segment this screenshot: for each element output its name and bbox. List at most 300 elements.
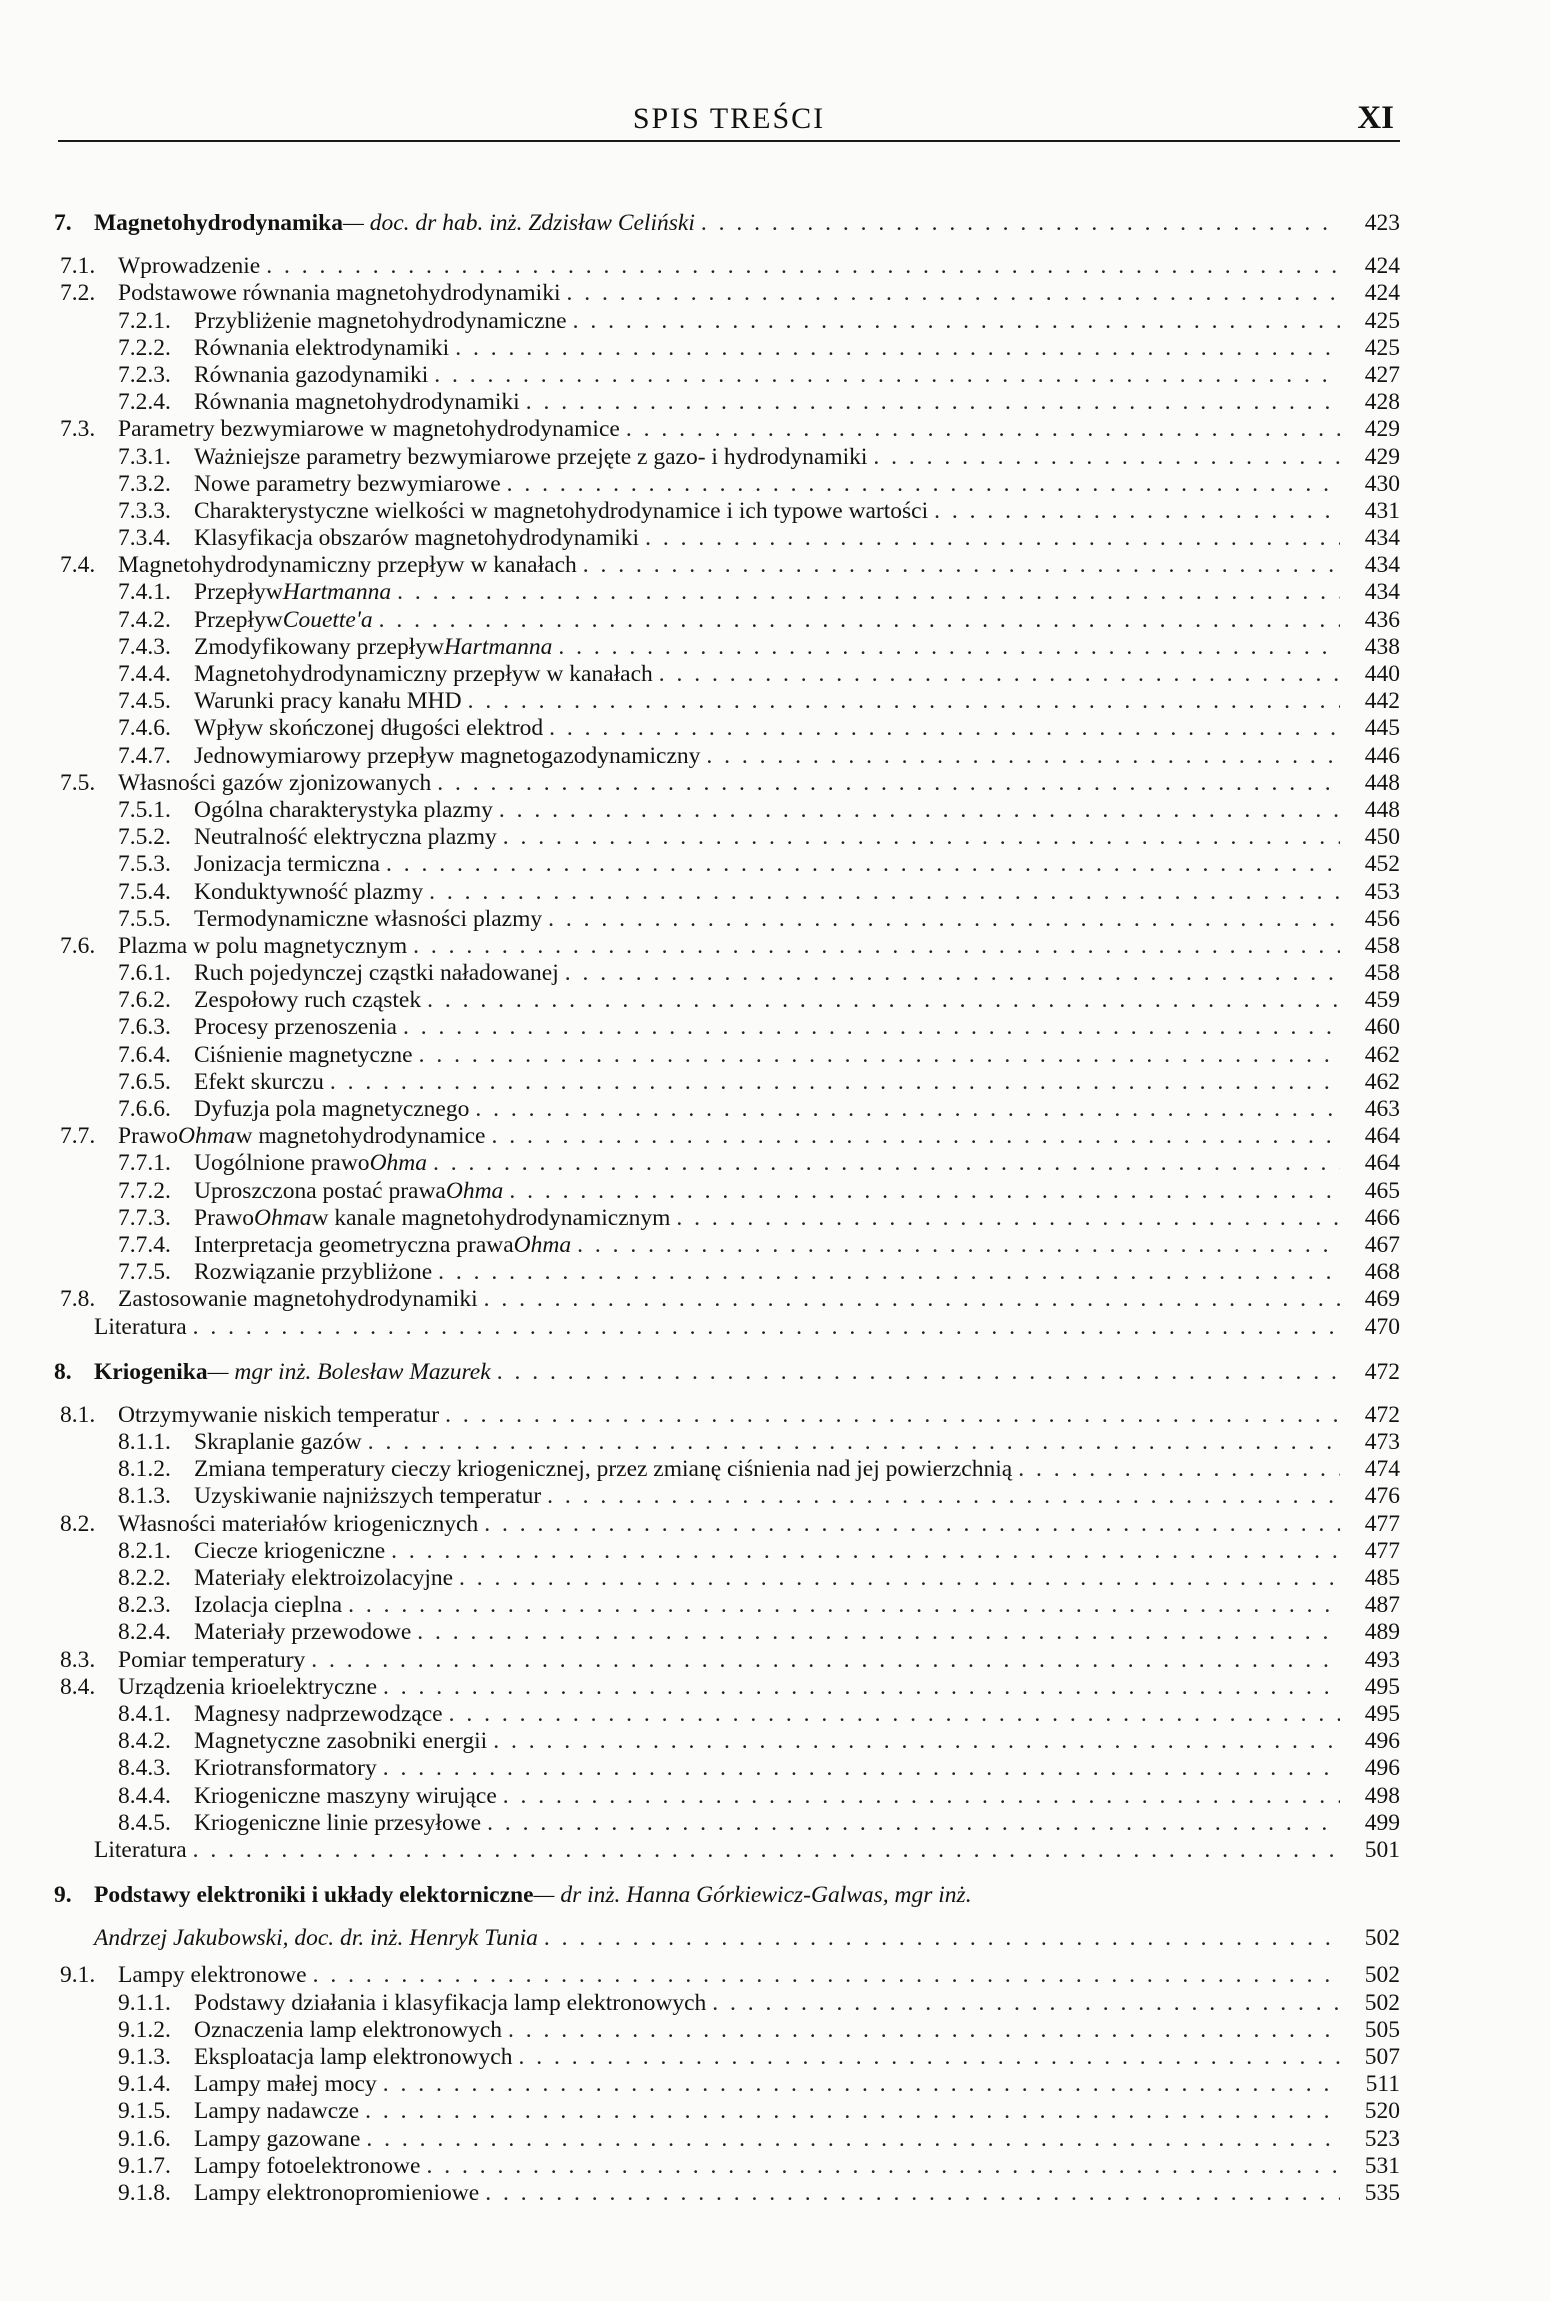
toc-entry-title: Podstawy elektroniki i układy elektorniczne <box>94 1882 534 1909</box>
toc-entry-leader <box>54 2180 1340 2207</box>
toc-entry-leader <box>54 688 1340 715</box>
toc-entry-title: Pomiar temperatury <box>118 1646 306 1673</box>
toc-dot-leader <box>433 1150 1340 1177</box>
toc-entry-title: Jonizacja termiczna <box>194 851 380 878</box>
toc-entry-title: Zespołowy ruch cząstek <box>194 987 422 1014</box>
toc-entry-page: 501 <box>1364 1836 1400 1863</box>
toc-chapter-entry[interactable] <box>54 210 1400 237</box>
toc-entry-page: 495 <box>1364 1700 1400 1727</box>
toc-dot-leader <box>873 444 1340 471</box>
toc-entry-leader <box>54 444 1340 471</box>
toc-entry-number: 7.7.3. <box>118 1204 171 1231</box>
toc-entry-number: 8.4.2. <box>118 1728 171 1755</box>
toc-entry-page: 448 <box>1364 796 1400 823</box>
toc-entry-number: 8.2. <box>60 1510 96 1537</box>
toc-section-entry[interactable] <box>54 1286 1400 1313</box>
toc-entry-leader <box>54 879 1340 906</box>
toc-dot-leader <box>438 1259 1340 1286</box>
toc-subsection-entry[interactable] <box>54 1538 1400 1565</box>
toc-dot-leader <box>403 1014 1340 1041</box>
toc-subsection-entry[interactable] <box>54 1990 1400 2017</box>
toc-entry-title: Skraplanie gazów <box>194 1429 362 1456</box>
toc-entry-leader <box>54 607 1340 634</box>
toc-dot-leader <box>313 1962 1340 1989</box>
toc-entry-title: Zastosowanie magnetohydrodynamiki <box>118 1286 478 1313</box>
toc-dot-leader <box>934 498 1340 525</box>
toc-entry-leader <box>54 1701 1340 1728</box>
toc-dot-leader <box>497 1359 1340 1386</box>
toc-entry-title: Równania gazodynamiki <box>194 361 429 388</box>
toc-entry-page: 502 <box>1364 1989 1400 2016</box>
toc-dot-leader <box>426 2153 1340 2180</box>
toc-entry-title: Kriogenika <box>94 1358 208 1385</box>
toc-entry-number: 7. <box>54 210 72 236</box>
toc-subsection-entry[interactable] <box>54 1701 1400 1728</box>
toc-dot-leader <box>508 2017 1340 2044</box>
toc-entry-title: Dyfuzja pola magnetycznego <box>194 1096 470 1122</box>
toc-entry-number: 7.5.2. <box>118 824 171 851</box>
toc-entry-number: 9.1.2. <box>118 2016 171 2043</box>
toc-entry-page: 498 <box>1364 1782 1400 1809</box>
toc-entry-title: Wprowadzenie <box>118 253 261 280</box>
toc-entry-number: 9.1. <box>60 1962 96 1989</box>
toc-entry-leader <box>54 1962 1340 1989</box>
toc-entry-title: Materiały przewodowe <box>194 1619 412 1646</box>
toc-subsection-entry[interactable] <box>54 2017 1400 2044</box>
toc-subsection-entry[interactable] <box>54 362 1400 389</box>
toc-entry-title: Podstawy działania i klasyfikacja lamp elektronowych <box>194 1989 707 2016</box>
toc-entry-page: 464 <box>1364 1150 1400 1177</box>
toc-entry-title: Podstawowe równania magnetohydrodynamiki <box>118 280 561 307</box>
toc-entry-title: Wpływ skończonej długości elektrod <box>194 715 544 742</box>
toc-entry-page: 434 <box>1364 525 1400 552</box>
toc-entry-title-italic: Hartmanna <box>282 579 392 606</box>
toc-subsection-entry[interactable] <box>54 1619 1400 1646</box>
toc-entry-page: 460 <box>1364 1014 1400 1041</box>
toc-entry-title: Przepływ <box>194 606 283 633</box>
toc-entry-leader <box>54 743 1340 770</box>
toc-subsection-entry[interactable] <box>54 1205 1400 1232</box>
toc-entry-author: — mgr inż. Bolesław Mazurek <box>207 1358 491 1385</box>
toc-entry-page: 531 <box>1364 2152 1400 2179</box>
toc-dot-leader <box>1018 1456 1340 1483</box>
toc-entry-leader <box>54 2017 1340 2044</box>
toc-dot-leader <box>577 1232 1340 1259</box>
toc-entry-title-italic: Ohma <box>445 1177 504 1204</box>
toc-entry-leader <box>54 2071 1340 2098</box>
toc-dot-leader <box>503 824 1340 851</box>
toc-chapter-entry[interactable] <box>54 1359 1400 1386</box>
toc-entry-leader <box>54 1483 1340 1510</box>
toc-entry-leader <box>54 471 1340 498</box>
toc-dot-leader <box>645 525 1340 552</box>
toc-dot-leader <box>434 362 1340 389</box>
toc-entry-title-italic: Ohma <box>178 1123 236 1150</box>
toc-dot-leader <box>626 416 1340 443</box>
toc-entry-leader <box>54 1565 1340 1592</box>
toc-dot-leader <box>419 1042 1340 1069</box>
toc-entry-page: 507 <box>1364 2044 1400 2070</box>
toc-entry-title: Kriogeniczne maszyny wirujące <box>194 1782 497 1809</box>
toc-entry-page: 464 <box>1364 1123 1400 1150</box>
toc-dot-leader <box>712 1990 1340 2017</box>
toc-entry-leader <box>54 2126 1340 2153</box>
toc-subsection-entry[interactable] <box>54 1429 1400 1456</box>
toc-entry-author: — doc. dr hab. inż. Zdzisław Celiński <box>342 210 695 236</box>
toc-entry-title: Otrzymywanie niskich temperatur <box>118 1401 440 1428</box>
toc-subsection-entry[interactable] <box>54 335 1400 362</box>
toc-entry-leader <box>54 1810 1340 1837</box>
toc-subsection-entry[interactable] <box>54 1783 1400 1810</box>
toc-entry-leader <box>54 1755 1340 1782</box>
toc-subsection-entry[interactable] <box>54 1483 1400 1510</box>
toc-subsection-entry[interactable] <box>54 1565 1400 1592</box>
toc-entry-page: 450 <box>1364 824 1400 851</box>
toc-entry-number: 7.4.4. <box>118 661 171 687</box>
toc-subsection-entry[interactable] <box>54 1069 1400 1096</box>
toc-entry-title: Parametry bezwymiarowe w magnetohydrodynamice <box>118 416 620 443</box>
toc-subsection-entry[interactable] <box>54 1592 1400 1619</box>
toc-entry-number: 9.1.8. <box>118 2179 171 2206</box>
toc-entry-page: 436 <box>1364 606 1400 633</box>
toc-entry-number: 9.1.3. <box>118 2044 171 2070</box>
toc-subsection-entry[interactable] <box>54 1755 1400 1782</box>
toc-entry-author: — dr inż. Hanna Górkiewicz-Galwas, mgr inż. <box>533 1882 972 1909</box>
toc-section-entry[interactable] <box>54 770 1400 797</box>
toc-entry-leader <box>54 770 1340 797</box>
toc-entry-number: 9.1.5. <box>118 2098 171 2125</box>
toc-entry-page: 502 <box>1364 1925 1400 1952</box>
toc-entry-number: 8.1.1. <box>118 1429 171 1456</box>
toc-dot-leader <box>330 1069 1340 1096</box>
toc-section-entry[interactable] <box>54 933 1400 960</box>
toc-chapter-entry[interactable] <box>54 1882 1400 1909</box>
toc-section-entry[interactable] <box>54 253 1400 280</box>
running-header <box>58 100 1400 142</box>
toc-subsection-entry[interactable] <box>54 1014 1400 1041</box>
toc-subsection-entry[interactable] <box>54 661 1400 688</box>
toc-entry-leader <box>54 525 1340 552</box>
toc-entry-page: 477 <box>1364 1537 1400 1564</box>
toc-subsection-entry[interactable] <box>54 2153 1400 2180</box>
toc-entry-title: Prawo <box>194 1204 255 1231</box>
toc-entry-title-italic: Ohma <box>254 1204 312 1231</box>
toc-entry-number: 8.4.5. <box>118 1809 171 1836</box>
toc-dot-leader <box>383 1674 1340 1701</box>
toc-dot-leader <box>368 1429 1340 1456</box>
toc-subsection-entry[interactable] <box>54 2071 1400 2098</box>
toc-entry-page: 458 <box>1364 960 1400 987</box>
toc-section-entry[interactable] <box>54 280 1400 307</box>
toc-subsection-entry[interactable] <box>54 1456 1400 1483</box>
toc-entry-leader <box>54 906 1340 933</box>
toc-entry-page: 468 <box>1364 1259 1400 1286</box>
toc-entry-title: Przepływ <box>194 579 283 606</box>
toc-dot-leader <box>583 552 1340 579</box>
toc-entry-number: 7.4.7. <box>118 742 171 769</box>
toc-entry-leader <box>54 1538 1340 1565</box>
toc-dot-leader <box>413 933 1340 960</box>
toc-dot-leader <box>427 987 1340 1014</box>
toc-entry-title: Izolacja cieplna <box>194 1592 343 1619</box>
toc-entry-title: Warunki pracy kanału MHD <box>194 688 462 715</box>
toc-entry-number: 7.6.5. <box>118 1068 171 1095</box>
toc-entry-page: 462 <box>1364 1068 1400 1095</box>
toc-dot-leader <box>397 579 1340 606</box>
toc-dot-leader <box>676 1205 1340 1232</box>
toc-section-entry[interactable] <box>54 1511 1400 1538</box>
toc-subsection-entry[interactable] <box>54 634 1400 661</box>
toc-entry-number: 7.4.1. <box>118 579 171 606</box>
toc-entry-leader <box>54 253 1340 280</box>
toc-literature-entry[interactable] <box>54 1314 1400 1341</box>
toc-entry-page: 477 <box>1364 1510 1400 1537</box>
toc-subsection-entry[interactable] <box>54 1178 1400 1205</box>
toc-entry-leader <box>54 1042 1340 1069</box>
toc-entry-title: Ruch pojedynczej cząstki naładowanej <box>194 960 559 987</box>
toc-entry-title: Literatura <box>94 1313 187 1340</box>
toc-entry-leader <box>54 335 1340 362</box>
toc-entry-page: 458 <box>1364 932 1400 959</box>
toc-subsection-entry[interactable] <box>54 851 1400 878</box>
toc-entry-page: 424 <box>1364 253 1400 280</box>
toc-entry-number: 7.3.3. <box>118 497 171 524</box>
toc-entry-leader <box>54 1205 1340 1232</box>
toc-entry-leader <box>54 1178 1340 1205</box>
toc-section-entry[interactable] <box>54 1402 1400 1429</box>
toc-entry-leader <box>54 1783 1340 1810</box>
toc-entry-title: Charakterystyczne wielkości w magnetohydrodynamice i ich typowe wartości <box>194 497 929 524</box>
toc-entry-number: 7.7.5. <box>118 1259 171 1286</box>
toc-subsection-entry[interactable] <box>54 1042 1400 1069</box>
toc-subsection-entry[interactable] <box>54 525 1400 552</box>
toc-entry-title: Ogólna charakterystyka plazmy <box>194 796 493 823</box>
toc-entry-title: Efekt skurczu <box>194 1068 324 1095</box>
toc-dot-leader <box>659 661 1340 688</box>
toc-entry-page: 442 <box>1364 688 1400 715</box>
toc-entry-page: 428 <box>1364 389 1400 416</box>
toc-section-entry[interactable] <box>54 1674 1400 1701</box>
toc-entry-page: 430 <box>1364 470 1400 497</box>
toc-entry-leader <box>54 308 1340 335</box>
toc-subsection-entry[interactable] <box>54 1096 1400 1123</box>
toc-entry-page: 429 <box>1364 443 1400 470</box>
toc-entry-number: 8.4.1. <box>118 1700 171 1727</box>
toc-subsection-entry[interactable] <box>54 607 1400 634</box>
toc-entry-title: Lampy małej mocy <box>194 2071 377 2098</box>
toc-subsection-entry[interactable] <box>54 715 1400 742</box>
toc-entry-leader <box>54 362 1340 389</box>
toc-entry-leader <box>54 715 1340 742</box>
toc-subsection-entry[interactable] <box>54 1259 1400 1286</box>
toc-entry-leader <box>54 1990 1340 2017</box>
toc-entry-number: 8.4.4. <box>118 1782 171 1809</box>
toc-entry-title: Interpretacja geometryczna prawa <box>194 1231 514 1258</box>
toc-entry-title: Magnetohydrodynamika <box>94 210 343 236</box>
toc-entry-page: 470 <box>1364 1313 1400 1340</box>
toc-dot-leader <box>487 1810 1340 1837</box>
toc-entry-leader <box>54 1674 1340 1701</box>
toc-entry-number: 7.6.3. <box>118 1014 171 1041</box>
toc-entry-number: 7.6.1. <box>118 960 171 987</box>
toc-section-entry[interactable] <box>54 1962 1400 1989</box>
toc-entry-number: 8.1. <box>60 1401 96 1428</box>
toc-subsection-entry[interactable] <box>54 308 1400 335</box>
toc-dot-leader <box>544 1925 1340 1952</box>
toc-entry-leader <box>54 1314 1340 1341</box>
toc-entry-title: Lampy nadawcze <box>194 2098 360 2125</box>
toc-subsection-entry[interactable] <box>54 879 1400 906</box>
toc-entry-page: 446 <box>1364 742 1400 769</box>
toc-chapter-entry-continued[interactable] <box>54 1925 1400 1952</box>
toc-subsection-entry[interactable] <box>54 824 1400 851</box>
toc-entry-leader <box>54 2153 1340 2180</box>
toc-entry-number: 7.5.5. <box>118 905 171 932</box>
toc-entry-page: 427 <box>1364 361 1400 388</box>
toc-entry-number: 7.7.2. <box>118 1177 171 1204</box>
toc-dot-leader <box>455 335 1340 362</box>
toc-entry-leader <box>54 210 1340 237</box>
toc-entry-number: 8.2.2. <box>118 1565 171 1591</box>
toc-entry-title: Oznaczenia lamp elektronowych <box>194 2016 502 2043</box>
toc-entry-number: 7.1. <box>60 253 96 280</box>
toc-entry-page: 467 <box>1364 1231 1400 1258</box>
toc-subsection-entry[interactable] <box>54 987 1400 1014</box>
toc-entry-leader <box>54 2044 1340 2071</box>
toc-subsection-entry[interactable] <box>54 579 1400 606</box>
toc-entry-leader <box>54 1232 1340 1259</box>
toc-entry-title-italic: Hartmanna <box>443 633 553 660</box>
toc-subsection-entry[interactable] <box>54 960 1400 987</box>
toc-subsection-entry[interactable] <box>54 1728 1400 1755</box>
toc-dot-leader <box>383 1755 1340 1782</box>
toc-subsection-entry[interactable] <box>54 444 1400 471</box>
toc-entry-title: Plazma w polu magnetycznym <box>118 932 408 959</box>
toc-subsection-entry[interactable] <box>54 2126 1400 2153</box>
toc-dot-leader <box>348 1592 1340 1619</box>
toc-entry-number: 7.2. <box>60 280 96 307</box>
toc-entry-title: Konduktywność plazmy <box>194 878 424 905</box>
toc-entry-page: 448 <box>1364 769 1400 796</box>
toc-entry-page: 445 <box>1364 715 1400 742</box>
toc-dot-leader <box>193 1314 1340 1341</box>
toc-entry-number: 7.2.2. <box>118 334 171 361</box>
toc-entry-page: 472 <box>1364 1358 1400 1385</box>
toc-entry-page: 452 <box>1364 851 1400 878</box>
toc-entry-number: 7.4.3. <box>118 633 171 660</box>
toc-subsection-entry[interactable] <box>54 2180 1400 2207</box>
toc-subsection-entry[interactable] <box>54 2044 1400 2071</box>
toc-entry-title: Lampy gazowane <box>194 2125 361 2152</box>
toc-dot-leader <box>549 715 1340 742</box>
toc-section-entry[interactable] <box>54 1123 1400 1150</box>
toc-entry-page: 462 <box>1364 1041 1400 1068</box>
toc-subsection-entry[interactable] <box>54 498 1400 525</box>
toc-entry-number: 7.4.2. <box>118 606 171 633</box>
toc-entry-title: Uproszczona postać prawa <box>194 1177 446 1204</box>
toc-subsection-entry[interactable] <box>54 1810 1400 1837</box>
toc-dot-leader <box>499 797 1340 824</box>
toc-subsection-entry[interactable] <box>54 1150 1400 1177</box>
toc-entry-number: 7.5. <box>60 769 96 796</box>
toc-dot-leader <box>503 1783 1340 1810</box>
toc-dot-leader <box>565 960 1340 987</box>
toc-entry-number: 7.4.5. <box>118 688 171 715</box>
toc-entry-page: 511 <box>1365 2071 1400 2098</box>
toc-entry-title-italic: Ohma <box>369 1150 428 1177</box>
toc-entry-number: 7.3. <box>60 416 96 443</box>
toc-subsection-entry[interactable] <box>54 797 1400 824</box>
toc-entry-number: 8.4. <box>60 1673 96 1700</box>
toc-entry-title: Materiały elektroizolacyjne <box>194 1565 454 1591</box>
toc-entry-number: 7.6. <box>60 932 96 959</box>
toc-entry-number: 7.2.1. <box>118 307 171 334</box>
toc-entry-page: 493 <box>1364 1646 1400 1673</box>
toc-entry-leader <box>54 389 1340 416</box>
toc-subsection-entry[interactable] <box>54 688 1400 715</box>
toc-entry-page: 473 <box>1364 1429 1400 1456</box>
toc-literature-entry[interactable] <box>54 1837 1400 1864</box>
toc-entry-title: Andrzej Jakubowski, doc. dr. inż. Henryk Tunia <box>94 1925 538 1952</box>
toc-dot-leader <box>558 634 1340 661</box>
toc-dot-leader <box>507 471 1340 498</box>
toc-entry-page: 425 <box>1364 307 1400 334</box>
header-title: SPIS TREŚCI <box>632 102 826 135</box>
toc-subsection-entry[interactable] <box>54 2098 1400 2125</box>
toc-dot-leader <box>379 607 1340 634</box>
toc-entry-leader <box>54 824 1340 851</box>
toc-entry-number: 7.7. <box>60 1123 96 1150</box>
toc-entry-page: 523 <box>1364 2125 1400 2152</box>
toc-entry-leader <box>54 987 1340 1014</box>
toc-subsection-entry[interactable] <box>54 1232 1400 1259</box>
toc-section-entry[interactable] <box>54 1647 1400 1674</box>
toc-dot-leader <box>383 2071 1340 2098</box>
toc-entry-number: 8.2.3. <box>118 1592 171 1619</box>
toc-entry-title: Lampy fotoelektronowe <box>194 2152 421 2179</box>
toc-entry-page: 487 <box>1364 1592 1400 1619</box>
toc-entry-title: Jednowymiarowy przepływ magnetogazodynamiczny <box>194 742 701 769</box>
toc-dot-leader <box>391 1538 1340 1565</box>
toc-entry-title: Eksploatacja lamp elektronowych <box>194 2044 513 2070</box>
toc-dot-leader <box>484 1286 1340 1313</box>
toc-entry-number: 7.3.2. <box>118 470 171 497</box>
toc-entry-title: Ciecze kriogeniczne <box>194 1537 386 1564</box>
toc-subsection-entry[interactable] <box>54 471 1400 498</box>
toc-entry-title: Nowe parametry bezwymiarowe <box>194 470 501 497</box>
toc-entry-number: 7.8. <box>60 1286 96 1313</box>
toc-section-entry[interactable] <box>54 416 1400 443</box>
toc-entry-page: 472 <box>1364 1401 1400 1428</box>
toc-entry-page: 429 <box>1364 416 1400 443</box>
toc-subsection-entry[interactable] <box>54 906 1400 933</box>
toc-entry-page: 469 <box>1364 1286 1400 1313</box>
toc-entry-number: 7.3.4. <box>118 525 171 552</box>
toc-subsection-entry[interactable] <box>54 389 1400 416</box>
toc-entry-leader <box>54 1286 1340 1313</box>
toc-entry-title-italic: Ohma <box>513 1231 572 1258</box>
toc-entry-number: 7.4. <box>60 552 96 579</box>
toc-entry-title: Własności materiałów kriogenicznych <box>118 1510 479 1537</box>
toc-entry-page: 431 <box>1364 497 1400 524</box>
toc-section-entry[interactable] <box>54 552 1400 579</box>
toc-entry-number: 9. <box>54 1882 72 1909</box>
toc-entry-leader <box>54 661 1340 688</box>
toc-dot-leader <box>429 879 1340 906</box>
toc-entry-number: 8.3. <box>60 1646 96 1673</box>
toc-subsection-entry[interactable] <box>54 743 1400 770</box>
toc-entry-title: Magnetyczne zasobniki energii <box>194 1728 488 1755</box>
